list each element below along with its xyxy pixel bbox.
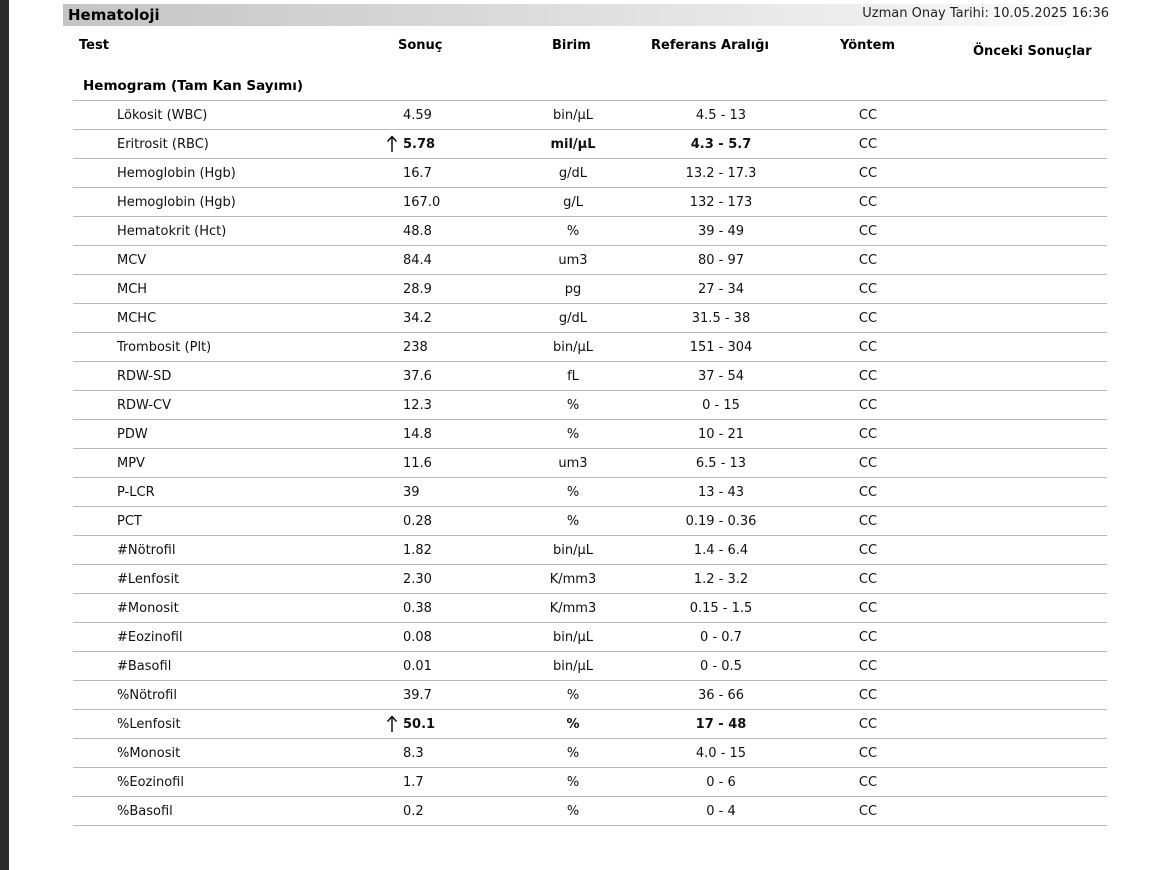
table-row [73,101,1107,130]
result-value: 34.2 [403,311,432,326]
row-divider [73,825,1107,826]
unit-label: bin/µL [553,543,593,558]
unit-label: bin/µL [553,340,593,355]
table-row [73,420,1107,449]
approval-date: Uzman Onay Tarihi: 10.05.2025 16:36 [862,6,1109,21]
test-name: MCV [117,253,147,268]
test-name: #Monosit [117,601,179,616]
method-label: CC [858,630,878,645]
report-page [9,0,1170,870]
unit-label: bin/µL [553,108,593,123]
unit-label: g/L [563,195,583,210]
unit-label: g/dL [558,166,588,181]
table-row [73,304,1107,333]
table-row [73,159,1107,188]
test-name: %Nötrofil [117,688,177,703]
test-name: %Eozinofil [117,775,184,790]
reference-range: 4.3 - 5.7 [690,137,752,152]
reference-range: 6.5 - 13 [695,456,747,471]
unit-label: bin/µL [553,659,593,674]
unit-label: % [566,514,580,529]
table-row [73,246,1107,275]
table-row [73,130,1107,159]
result-value: 14.8 [403,427,432,442]
test-name: Eritrosit (RBC) [117,137,209,152]
result-value: 167.0 [403,195,441,210]
method-label: CC [858,398,878,413]
test-name: #Lenfosit [117,572,180,587]
test-name: Hematokrit (Hct) [117,224,227,239]
result-value: 37.6 [403,369,432,384]
table-row [73,333,1107,362]
result-value: 39 [403,485,420,500]
method-label: CC [858,775,878,790]
result-value: 39.7 [403,688,432,703]
reference-range: 4.5 - 13 [695,108,747,123]
unit-label: um3 [558,456,588,471]
column-header-previous: Önceki Sonuçlar [973,44,1092,59]
unit-label: % [566,427,580,442]
result-value: 84.4 [403,253,432,268]
test-name: Lökosit (WBC) [117,108,208,123]
method-label: CC [858,369,878,384]
table-row [73,478,1107,507]
test-name: MCHC [117,311,157,326]
section-header [63,4,1117,26]
result-value: 0.28 [403,514,432,529]
test-name: #Nötrofil [117,543,176,558]
reference-range: 13.2 - 17.3 [685,166,757,181]
test-name: MCH [117,282,148,297]
table-row [73,768,1107,797]
arrow-up-icon [386,715,398,733]
result-value: 0.01 [403,659,432,674]
reference-range: 31.5 - 38 [691,311,751,326]
reference-range: 10 - 21 [697,427,745,442]
method-label: CC [858,572,878,587]
unit-label: % [566,398,580,413]
test-name: #Basofil [117,659,172,674]
method-label: CC [858,456,878,471]
column-header-unit: Birim [552,38,591,53]
arrow-up-icon [386,135,398,153]
method-label: CC [858,804,878,819]
unit-label: fL [567,369,579,384]
test-name: %Monosit [117,746,181,761]
result-value: 1.7 [403,775,424,790]
method-label: CC [858,485,878,500]
reference-range: 0.19 - 0.36 [685,514,757,529]
unit-label: um3 [558,253,588,268]
reference-range: 13 - 43 [697,485,745,500]
reference-range: 0 - 6 [706,775,736,790]
table-row [73,188,1107,217]
unit-label: % [566,746,580,761]
result-value: 11.6 [403,456,432,471]
result-value: 16.7 [403,166,432,181]
test-name: RDW-CV [117,398,172,413]
column-header-result: Sonuç [398,38,443,53]
unit-label: bin/µL [553,630,593,645]
method-label: CC [858,717,878,732]
reference-range: 80 - 97 [697,253,745,268]
table-row [73,797,1107,826]
method-label: CC [858,340,878,355]
test-name: PDW [117,427,148,442]
test-name: P-LCR [117,485,155,500]
result-value: 0.08 [403,630,432,645]
method-label: CC [858,166,878,181]
reference-range: 37 - 54 [697,369,745,384]
method-label: CC [858,659,878,674]
result-value: 12.3 [403,398,432,413]
reference-range: 0 - 4 [706,804,736,819]
unit-label: K/mm3 [549,572,597,587]
unit-label: % [566,775,580,790]
reference-range: 0 - 15 [702,398,740,413]
reference-range: 39 - 49 [697,224,745,239]
result-value: 2.30 [403,572,432,587]
table-row [73,217,1107,246]
result-value: 4.59 [403,108,432,123]
table-row [73,739,1107,768]
method-label: CC [858,137,878,152]
method-label: CC [858,311,878,326]
result-value: 0.2 [403,804,424,819]
test-name: #Eozinofil [117,630,183,645]
table-row [73,681,1107,710]
method-label: CC [858,543,878,558]
method-label: CC [858,514,878,529]
column-header-method: Yöntem [840,38,895,53]
result-value: 0.38 [403,601,432,616]
table-row [73,623,1107,652]
unit-label: % [566,224,580,239]
table-row [73,391,1107,420]
table-row [73,536,1107,565]
reference-range: 36 - 66 [697,688,745,703]
method-label: CC [858,253,878,268]
unit-label: pg [564,282,582,297]
table-row [73,565,1107,594]
unit-label: % [566,717,580,732]
result-value: 1.82 [403,543,432,558]
reference-range: 1.2 - 3.2 [693,572,749,587]
table-row [73,594,1107,623]
reference-range: 0.15 - 1.5 [689,601,753,616]
test-name: MPV [117,456,145,471]
result-value: 50.1 [403,717,436,732]
method-label: CC [858,282,878,297]
reference-range: 0 - 0.7 [700,630,742,645]
table-row [73,449,1107,478]
test-name: PCT [117,514,142,529]
table-row [73,652,1107,681]
result-value: 28.9 [403,282,432,297]
reference-range: 151 - 304 [689,340,753,355]
unit-label: mil/µL [550,137,596,152]
method-label: CC [858,601,878,616]
method-label: CC [858,195,878,210]
test-name: RDW-SD [117,369,172,384]
method-label: CC [858,108,878,123]
section-title: Hematoloji [68,6,160,24]
table-row [73,710,1107,739]
unit-label: % [566,485,580,500]
reference-range: 0 - 0.5 [700,659,742,674]
result-value: 238 [403,340,428,355]
unit-label: K/mm3 [549,601,597,616]
table-row [73,275,1107,304]
test-name: Trombosit (Plt) [117,340,212,355]
column-header-test: Test [79,38,109,53]
result-value: 5.78 [403,137,436,152]
unit-label: % [566,804,580,819]
table-row [73,362,1107,391]
unit-label: g/dL [558,311,588,326]
reference-range: 27 - 34 [697,282,745,297]
method-label: CC [858,224,878,239]
result-value: 8.3 [403,746,424,761]
result-value: 48.8 [403,224,432,239]
reference-range: 132 - 173 [689,195,753,210]
reference-range: 17 - 48 [695,717,747,732]
test-name: %Lenfosit [117,717,181,732]
test-name: Hemoglobin (Hgb) [117,166,236,181]
group-title: Hemogram (Tam Kan Sayımı) [83,78,304,94]
unit-label: % [566,688,580,703]
column-header-reference: Referans Aralığı [651,38,769,53]
method-label: CC [858,746,878,761]
reference-range: 4.0 - 15 [695,746,747,761]
method-label: CC [858,427,878,442]
reference-range: 1.4 - 6.4 [693,543,749,558]
table-row [73,507,1107,536]
test-name: Hemoglobin (Hgb) [117,195,236,210]
test-name: %Basofil [117,804,173,819]
method-label: CC [858,688,878,703]
